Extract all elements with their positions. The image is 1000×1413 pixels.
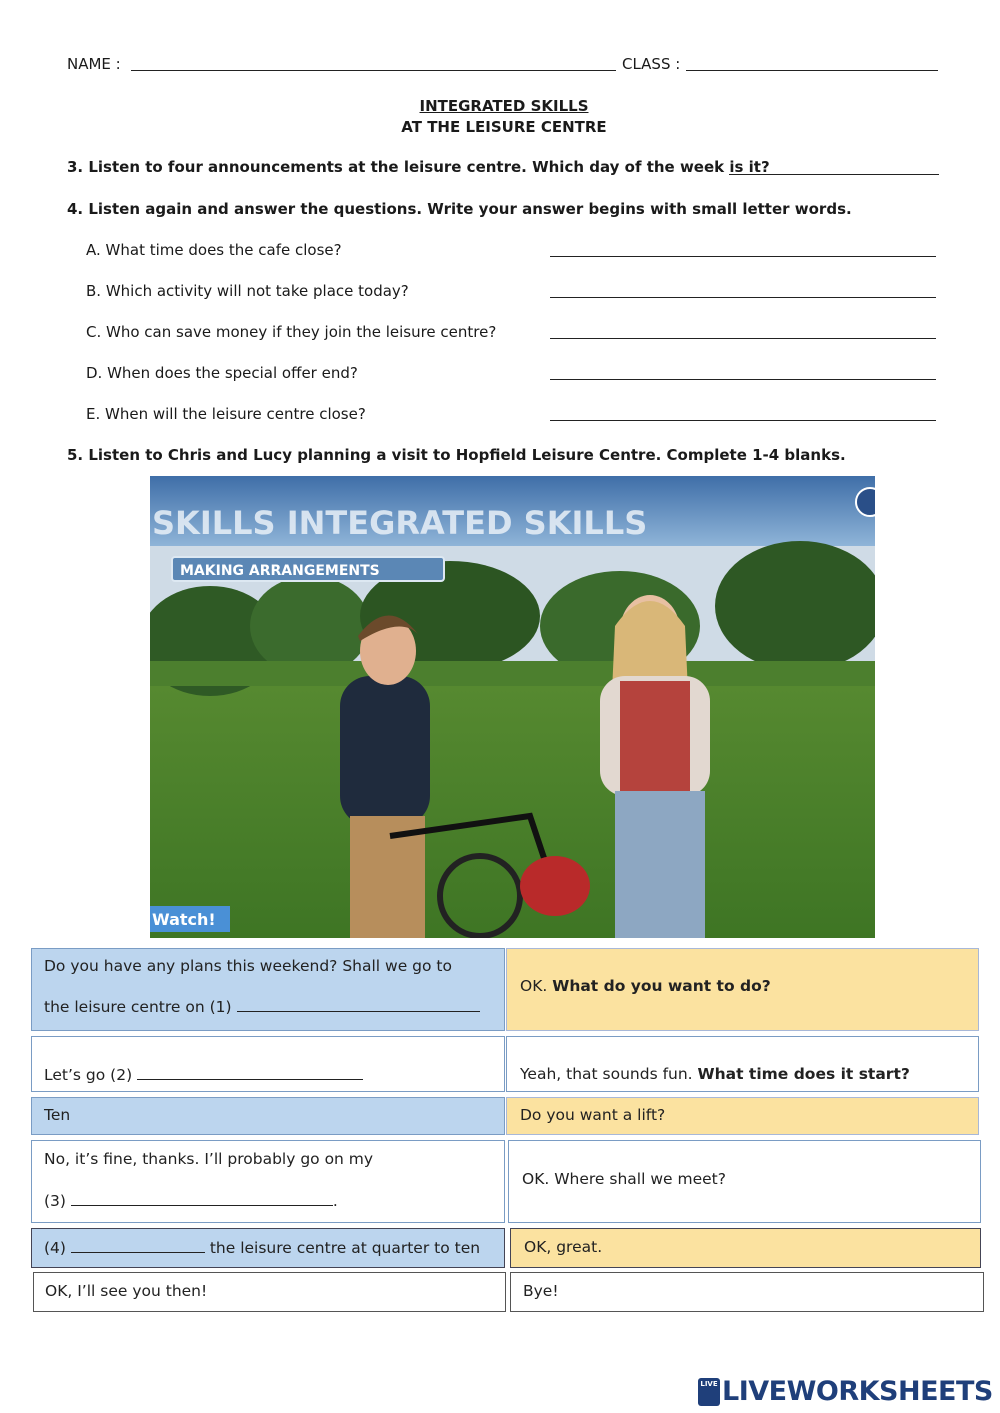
q4-answer-d[interactable] bbox=[550, 379, 936, 380]
q4-item-a: A. What time does the cafe close? bbox=[86, 241, 342, 259]
dialogue-r2-right bbox=[506, 1036, 979, 1092]
blank-4-field[interactable] bbox=[71, 1238, 205, 1253]
name-field[interactable] bbox=[131, 70, 616, 71]
dialogue-r1-right-bold: What do you want to do? bbox=[552, 977, 771, 995]
class-label: CLASS : bbox=[622, 55, 681, 73]
q3-answer-field[interactable] bbox=[729, 174, 939, 175]
dialogue-r1-right-plain: OK. bbox=[520, 977, 553, 995]
liveworksheets-logo-badge: LIVE bbox=[698, 1378, 720, 1406]
q4-answer-b[interactable] bbox=[550, 297, 936, 298]
dialogue-r3-right bbox=[506, 1097, 979, 1135]
question-5: 5. Listen to Chris and Lucy planning a visit to Hopfield Leisure Centre. Complete 1-4 blanks. bbox=[67, 446, 846, 464]
title-line1: INTEGRATED SKILLS bbox=[419, 97, 589, 115]
name-label: NAME : bbox=[67, 55, 121, 73]
dialogue-r2-left-text: Let’s go (2) bbox=[44, 1066, 133, 1084]
q4-answer-e[interactable] bbox=[550, 420, 936, 421]
dialogue-r4-left-b-prefix: (3) bbox=[44, 1192, 66, 1210]
dialogue-r5-left-prefix: (4) bbox=[44, 1239, 66, 1257]
dialogue-r4-right-text: OK. Where shall we meet? bbox=[522, 1170, 726, 1188]
dialogue-r4-right bbox=[508, 1140, 981, 1223]
q4-answer-c[interactable] bbox=[550, 338, 936, 339]
dialogue-r4-left bbox=[31, 1140, 505, 1223]
q4-answer-a[interactable] bbox=[550, 256, 936, 257]
dialogue-r5-left-suffix: the leisure centre at quarter to ten bbox=[204, 1239, 481, 1257]
dialogue-r2-right-bold: What time does it start? bbox=[697, 1065, 910, 1083]
photo-watch-text: Watch! bbox=[152, 910, 216, 929]
question-3: 3. Listen to four announcements at the leisure centre. Which day of the week is it? bbox=[67, 158, 770, 176]
dialogue-r4-left-b-suffix: . bbox=[332, 1192, 338, 1210]
photo-banner-text: SKILLS INTEGRATED SKILLS bbox=[152, 504, 648, 542]
dialogue-r3-left bbox=[31, 1097, 505, 1135]
dialogue-r5-right bbox=[510, 1228, 981, 1268]
dialogue-r3-right-text: Do you want a lift? bbox=[520, 1106, 666, 1124]
blank-2-field[interactable] bbox=[137, 1065, 363, 1080]
q4-item-d: D. When does the special offer end? bbox=[86, 364, 358, 382]
photo-tag-text: MAKING ARRANGEMENTS bbox=[180, 563, 380, 579]
dialogue-r4-left-a: No, it’s fine, thanks. I’ll probably go on my bbox=[44, 1150, 374, 1168]
dialogue-r6-left-text: OK, I’ll see you then! bbox=[45, 1282, 208, 1300]
q4-item-c: C. Who can save money if they join the leisure centre? bbox=[86, 323, 497, 341]
dialogue-r6-left bbox=[33, 1272, 506, 1312]
dialogue-r1-right bbox=[506, 948, 979, 1031]
blank-3-field[interactable] bbox=[71, 1191, 333, 1206]
dialogue-r1-left-a: Do you have any plans this weekend? Shall we go to bbox=[44, 957, 452, 975]
class-field[interactable] bbox=[686, 70, 938, 71]
lesson-photo bbox=[150, 476, 875, 938]
dialogue-r5-right-text: OK, great. bbox=[524, 1238, 603, 1256]
blank-1-field[interactable] bbox=[237, 997, 480, 1012]
q4-item-e: E. When will the leisure centre close? bbox=[86, 405, 366, 423]
dialogue-r6-right-text: Bye! bbox=[523, 1282, 559, 1300]
question-4: 4. Listen again and answer the questions. Write your answer begins with small letter words. bbox=[67, 200, 852, 218]
dialogue-r2-right-plain: Yeah, that sounds fun. bbox=[520, 1065, 698, 1083]
dialogue-r1-left-b: the leisure centre on (1) bbox=[44, 998, 232, 1016]
dialogue-r5-left bbox=[31, 1228, 505, 1268]
dialogue-r3-left-text: Ten bbox=[44, 1106, 71, 1124]
title-line2: AT THE LEISURE CENTRE bbox=[401, 118, 607, 136]
dialogue-r1-left bbox=[31, 948, 505, 1031]
dialogue-r2-left bbox=[31, 1036, 505, 1092]
dialogue-r6-right bbox=[510, 1272, 984, 1312]
q4-item-b: B. Which activity will not take place today? bbox=[86, 282, 409, 300]
lesson-photo-illustration bbox=[150, 476, 875, 938]
liveworksheets-logo: LIVEWORKSHEETS bbox=[722, 1376, 993, 1407]
